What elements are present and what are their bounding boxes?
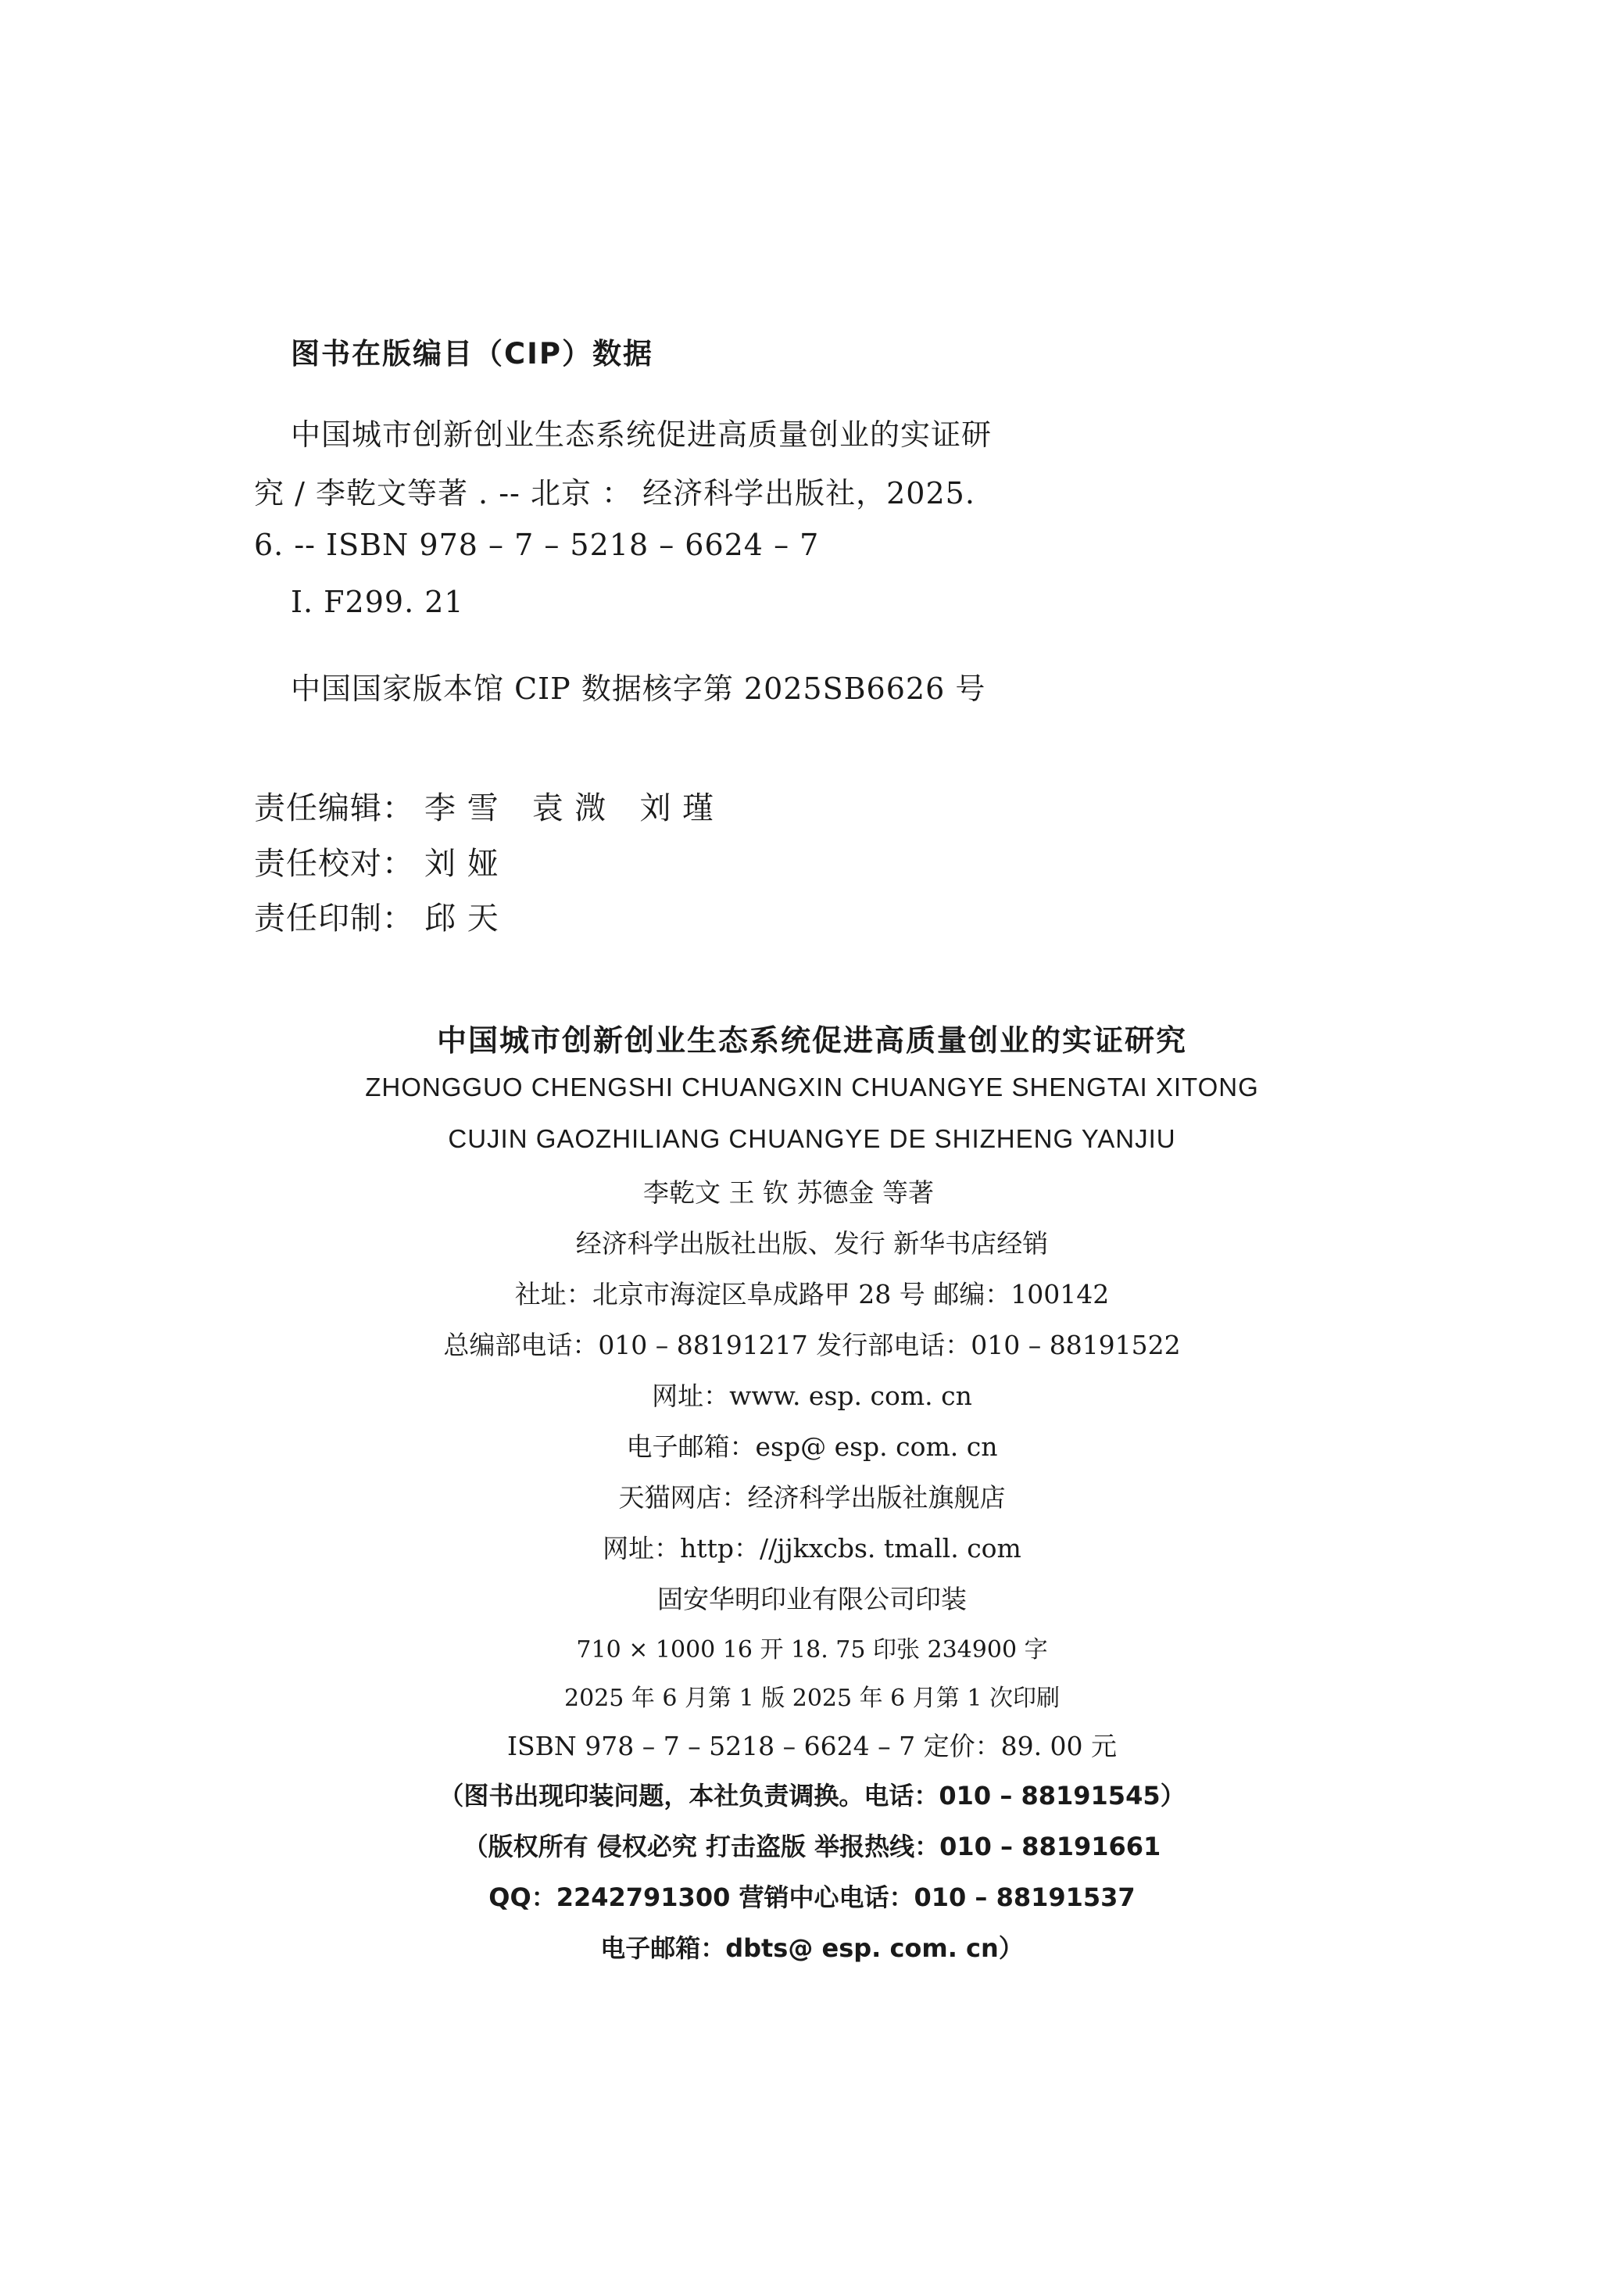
edition-line: 2025 年 6 月第 1 版 2025 年 6 月第 1 次印刷 [564,1685,1060,1712]
tmall-store-line: 天猫网店：经济科学出版社旗舰店 [618,1482,1006,1513]
publisher-line: 经济科学出版社出版、发行 新华书店经销 [575,1228,1049,1259]
notice-line-3: QQ：2242791300 营销中心电话：010 – 88191537 [488,1882,1136,1912]
staff-label: 责任编辑： [254,790,414,826]
cip-line-1: 中国城市创新创业生态系统促进高质量创业的实证研 [291,417,993,452]
pinyin-line-2: CUJIN GAOZHILIANG CHUANGYE DE SHIZHENG YANJIU [448,1124,1176,1153]
address-line: 社址：北京市海淀区阜成路甲 28 号 邮编：100142 [514,1279,1110,1309]
notice-line-4: 电子邮箱：dbts@ esp. com. cn） [600,1933,1024,1963]
staff-name: 袁 溦 [531,790,607,826]
notice-line-2: （版权所有 侵权必究 打击盗版 举报热线：010 – 88191661 [463,1832,1161,1861]
staff-name: 邱 天 [424,901,499,937]
book-title: 中国城市创新创业生态系统促进高质量创业的实证研究 [436,1023,1187,1058]
staff-name: 刘 娅 [424,846,499,882]
cip-verification: 中国国家版本馆 CIP 数据核字第 2025SB6626 号 [291,672,986,706]
cip-line-3: 6. -- ISBN 978 – 7 – 5218 – 6624 – 7 [254,528,820,562]
notice-line-1: （图书出现印装问题，本社负责调换。电话：010 – 88191545） [438,1781,1186,1811]
staff-editor [254,783,747,828]
staff-name: 李 雪 [424,790,499,826]
website-line: 网址：www. esp. com. cn [652,1381,972,1411]
tmall-url-line: 网址：http：//jjkxcbs. tmall. com [603,1533,1021,1564]
staff-label: 责任印制： [254,901,414,937]
phone-line: 总编部电话：010 – 88191217 发行部电话：010 – 88191522 [443,1330,1181,1360]
staff-proofreader [254,839,532,883]
cip-line-4: Ⅰ. F299. 21 [291,585,464,619]
staff-printing [254,894,532,938]
pinyin-line-1: ZHONGGUO CHENGSHI CHUANGXIN CHUANGYE SHENGTAI XITONG [365,1073,1259,1101]
format-line: 710 × 1000 16 开 18. 75 印张 234900 字 [576,1636,1048,1664]
printer-line: 固安华明印业有限公司印装 [657,1584,967,1614]
staff-name: 刘 瑾 [639,790,715,826]
authors: 李乾文 王 钦 苏德金 等著 [643,1177,934,1208]
staff-label: 责任校对： [254,846,414,882]
email-line: 电子邮箱：esp@ esp. com. cn [626,1431,998,1462]
cip-line-2: 究 / 李乾文等著 . -- 北京 ： 经济科学出版社，2025. [254,476,975,510]
cip-heading: 图书在版编目（CIP）数据 [291,337,654,371]
isbn-price-line: ISBN 978 – 7 – 5218 – 6624 – 7 定价：89. 00 元 [506,1731,1118,1761]
